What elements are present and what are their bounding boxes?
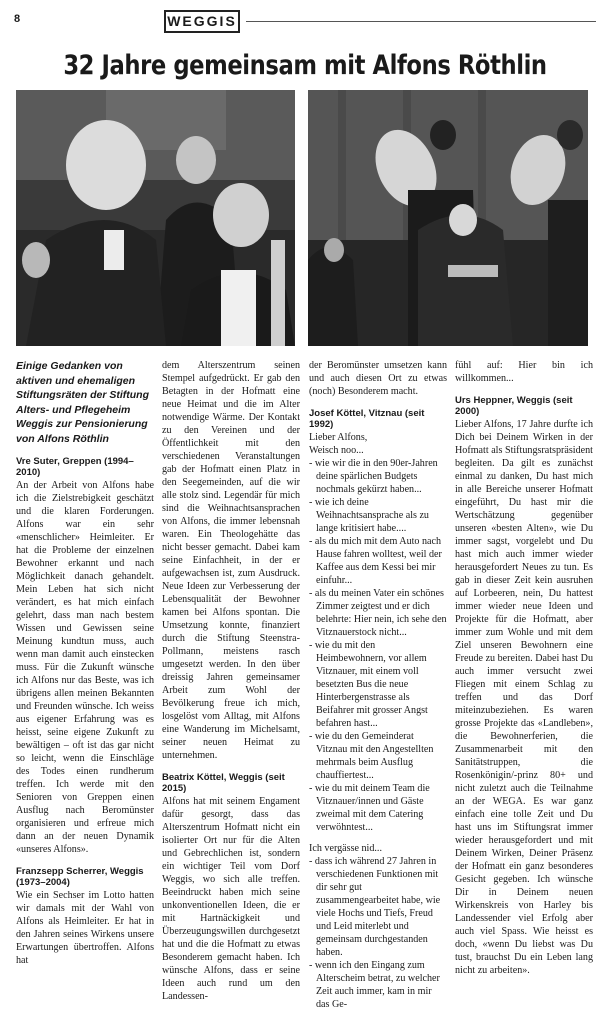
list-item: - dass ich während 27 Jahren in verschiedenen Funktionen mit dir sehr gut zusammengearbeitet habe, wie viele Hochs und Tiefs, Freud und Leid miterlebt und gemeinsam durchgestanden haben. <box>309 855 447 959</box>
memory-list <box>309 457 447 834</box>
author-heading: Vre Suter, Greppen (1994–2010) <box>16 456 134 478</box>
author-heading: Urs Heppner, Weggis (seit 2000) <box>455 395 573 417</box>
list-item: - wenn ich den Eingang zum Alterscheim betrat, zu welcher Zeit auch immer, kam in mir das Ge- <box>309 959 447 1011</box>
tribute-paragraph: Lieber Alfons, Weisch noo... <box>309 432 368 456</box>
tribute-paragraph: Alfons hat mit seinem Engament dafür gesorgt, dass das Alterszentrum Hofmatt nicht ein isolierter Ort nur für die Alten und Gebrechlichen ist, sondern ein wichtiger Teil vom Dorf Weggis, wo sich alle treffen. Beeindruckt haben mich seine unkonventionellen Ideen, die er mit Hartnäckigkeit und Überzeugungswillen durchgesetzt hat und die die Hofmatt zu etwas Besonderem gemacht haben. Ich wünsche Alfons, dass er seine Ideen auch rund um den Landessen- <box>162 796 300 1002</box>
section-label: WEGGIS <box>164 10 240 33</box>
tribute-paragraph: der Beromünster umsetzen kann und auch diesen Ort zu etwas (noch) Besonderem macht. <box>309 360 447 397</box>
intro-text: Einige Gedanken von aktiven und ehemaligen Stiftungsräten der Stiftung Alters- und Pflegeheim Weggis zur Pensionierung von Alfons Röthlin <box>16 360 149 445</box>
photo-brass-serenade <box>308 90 588 346</box>
author-heading: Franzsepp Scherrer, Weggis (1973–2004) <box>16 866 144 888</box>
author-heading: Josef Köttel, Vitznau (seit 1992) <box>309 408 425 430</box>
author-heading: Beatrix Köttel, Weggis (seit 2015) <box>162 772 285 794</box>
tribute-paragraph: Ich vergässe nid... <box>309 843 382 854</box>
page-headline: 32 Jahre gemeinsam mit Alfons Röthlin <box>63 50 547 81</box>
photo-group-portrait <box>16 90 295 346</box>
list-item: - wie du mit deinem Team die Vitznauer/innen und Gäste zweimal mit dem Catering verwöhntest... <box>309 782 447 834</box>
tribute-paragraph: Wie ein Sechser im Lotto hatten wir damals mit der Wahl von Alfons als Heimleiter. Er hat in den Jahren seines Wirkens unsere Erwartungen übertroffen. Alfons hat <box>16 890 154 966</box>
text-column-4 <box>455 359 593 976</box>
text-column-2 <box>162 359 300 1002</box>
list-item: - wie du mit den Heimbewohnern, vor allem Vitznauer, mit einem voll besetzten Bus die neue Hinterbergenstrasse als Beifahrer mit grosser Angst befahren hast... <box>309 639 447 730</box>
memory-list <box>309 855 447 1011</box>
text-column-3 <box>309 359 447 1010</box>
list-item: - wie wir die in den 90er-Jahren deine spärlichen Budgets nochmals gekürzt haben... <box>309 457 447 496</box>
text-column-1 <box>16 359 154 966</box>
list-item: - wie du den Gemeinderat Vitznau mit den Angestellten mehrmals beim Ausflug chauffiertest... <box>309 730 447 782</box>
tribute-paragraph: fühl auf: Hier bin ich willkommen... <box>455 360 593 384</box>
header-rule <box>246 21 596 22</box>
page-number: 8 <box>14 13 21 25</box>
tribute-paragraph: dem Alterszentrum seinen Stempel aufgedrückt. Er gab den Betagten in der Hofmatt eine neue Heimat und die im Alter notwendige Wärme. Der Kontakt zu den Vereinen und der Öffentlichkeit mit den verschiedenen Veranstaltungen gab der Hofmatt einen Platz in den Seegemeinden, auf die wir alle stolz sind. Legendär für mich sind die Weihnachtsansprachen von Alfons, die immer lebensnah waren. Ein Theologehätte das nicht besser gemacht. Dabei kam seine Einfachheit, in der er aufgewachsen ist, zum Ausdruck. Neue Ideen zur Verbesserung der Lebensqualität der Bewohner kamen bei Alfons spontan. Die Umsetzung konnte, finanziert durch die Stiftung Steenstra-Pollmann, meistens rasch umgesetzt werden. In den über dreissig Jahren gemeinsamer Arbeit zum Wohl der Bevölkerung freue ich mich, losgelöst vom Alltag, mit Alfons eine Wanderung im Michelsamt, seiner neuen Heimat zu unternehmen. <box>162 360 300 761</box>
list-item: - als du meinen Vater ein schönes Zimmer zeigtest und er dich belehrte: Hier nein, ich sehe den Vitznauerstock nicht... <box>309 587 447 639</box>
list-item: - wie ich deine Weihnachtsansprache als zu lange kritisiert habe.... <box>309 496 447 535</box>
tribute-paragraph: An der Arbeit von Alfons habe ich die Zielstrebigkeit geschätzt und die klaren Forderungen. Alfons war ein sehr «menschlicher» Heimleiter. Er hat die Probleme der einzelnen Bewohner erkannt und nach Möglichkeit danach gehandelt. Mein Leben hat sich nicht verändert, es hat mich einfach gelehrt, dass man nach bestem Wissen und Gewissen seine Meinung kundtun muss, auch wenn man damit auch einstecken muss. Für die Zukunft wünsche ich Alfons nur das Beste, was ich übrigens allen meinen Bekannten und Freunden wünsche. Ich weiss aus eigener Erfahrung was es heisst, seine eigene Zukunft zu bewältigen – oft ist das gar nicht so leicht, wenn die Einschläge des Todes einen rundherum treffen. Ich werde mit den Senioren von Greppen einen Ausflug nach Beromünster organisieren und erfreue mich dann an der neuen Dynamik «unseres Alfons». <box>16 480 154 855</box>
list-item: - als du mich mit dem Auto nach Hause fahren wolltest, weil der Kaffee aus dem Kessi bei mir einfuhr... <box>309 535 447 587</box>
tribute-paragraph: Lieber Alfons, 17 Jahre durfte ich Dich bei Deinem Wirken in der Hofmatt als Stiftungsratspräsident begleiten. Da gilt es zunächst einmal zu danken, Du hast mich in alle Bereiche unserer Hofmatt eingeführt, Du hast mir die Wertschätzung gegenüber unseren «besten Alten», wie Du immer sagst, vorgelebt und Du hast mich auch immer wieder herausgefordert Neues zu tun. Es gab in dieser Zeit kein ausruhen auf Lorbeeren, nein, Du hattest immer wieder neue Ideen und Projekte für die Hofmatt, aber immer zum Wohle und mit dem Ziel unseren Bewohnern eine Freude zu bereiten. Dabei hast Du auch immer versucht zwei Fliegen mit einem Schlag zu treffen und das Dorf miteinzubeziehen. Es waren grosse Projekte das «Landleben», die Bewohnerferien, die Zusammenarbeit mit den Sanitätstruppen, die Rosenkönigin/-prinz 80+ und nicht zuletzt auch die Teilnahme an der WEGA. Es war ganz einfach eine tolle Zeit und Du hast uns im Stiftungsrat immer wieder herausgefordert und mit Deinem Wirken, Deiner Präsenz der Hofmatt ein ganz besonderes Gesicht gegeben. Ich wünsche Dir in Deinem neuen Wirkenskreis von Harley bis Landessender viel Erfolg aber auch viel Spass. Wie heisst es doch, «wenn Du liebst was Du tust, brauchst Du ein Leben lang nicht zu arbeiten». <box>455 419 593 976</box>
